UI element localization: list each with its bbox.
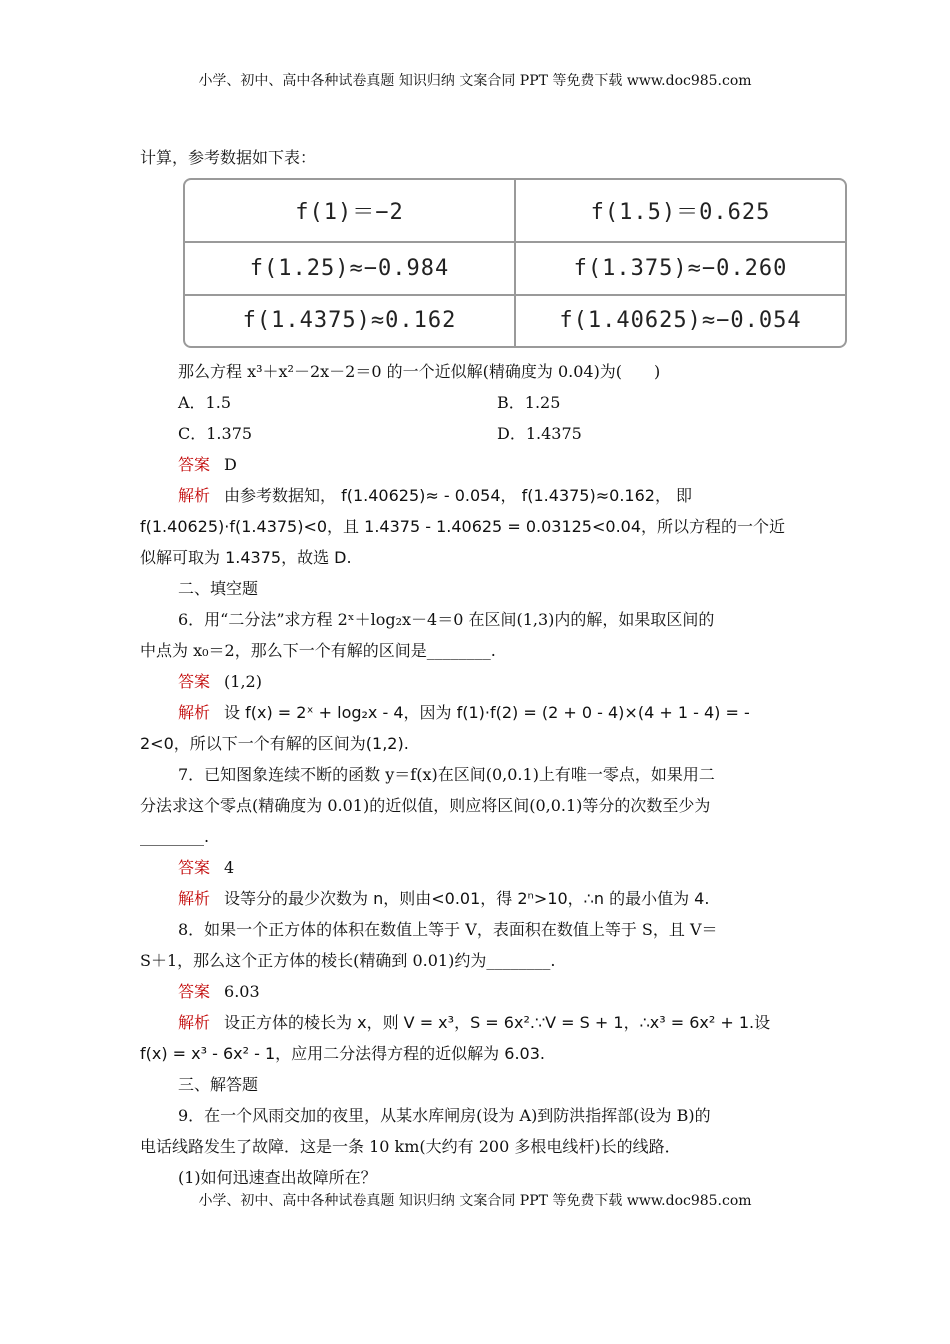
q6-answer	[140, 666, 816, 697]
q5-options-row-2	[140, 418, 816, 449]
analysis-label: 解析	[178, 1013, 211, 1032]
page-header: 小学、初中、高中各种试卷真题 知识归纳 文案合同 PPT 等免费下载 www.doc985.com	[198, 73, 752, 89]
section-heading: 三、解答题	[178, 1075, 259, 1094]
section-heading: 二、填空题	[178, 579, 259, 598]
table-row	[185, 295, 845, 346]
q5-stem: 那么方程 x³＋x²－2x－2＝0 的一个近似解(精确度为 0.04)为( )	[178, 362, 661, 381]
answer-label: 答案	[178, 672, 211, 691]
analysis-label: 解析	[178, 889, 211, 908]
table-cell: f(1)＝−2	[185, 180, 515, 242]
reference-data-table	[183, 178, 847, 348]
q6-analysis-line	[140, 697, 816, 728]
table-cell: f(1.375)≈−0.260	[515, 242, 845, 295]
q8-analysis-line	[140, 1007, 816, 1038]
q5-analysis-line: f(1.40625)·f(1.4375)<0，且 1.4375 - 1.40625 = 0.03125<0.04，所以方程的一个近	[140, 517, 786, 536]
analysis-text: 设等分的最少次数为 n，则由<0.01，得 2ⁿ>10，∴n 的最小值为 4.	[224, 889, 710, 908]
q5-analysis-line	[140, 480, 816, 511]
table-row	[185, 180, 845, 242]
analysis-text: 由参考数据知， f(1.40625)≈ - 0.054， f(1.4375)≈0.162， 即	[224, 486, 693, 505]
table-row	[185, 242, 845, 295]
option-c: C．1.375	[178, 424, 253, 443]
answer-label: 答案	[178, 858, 211, 877]
option-a: A．1.5	[178, 393, 232, 412]
q8-analysis-line: f(x) = x³ - 6x² - 1，应用二分法得方程的近似解为 6.03.	[140, 1044, 545, 1063]
answer-label: 答案	[178, 455, 211, 474]
option-b: B．1.25	[497, 393, 561, 412]
table-cell: f(1.25)≈−0.984	[185, 242, 515, 295]
q6-stem-line: 6．用“二分法”求方程 2ˣ＋log₂x－4＝0 在区间(1,3)内的解，如果取区间的	[178, 610, 715, 629]
q8-stem-line: 8．如果一个正方体的体积在数值上等于 V，表面积在数值上等于 S，且 V＝	[178, 920, 718, 939]
q6-stem-line: 中点为 x₀＝2，那么下一个有解的区间是________.	[140, 641, 496, 660]
q7-stem-line: 7．已知图象连续不断的函数 y＝f(x)在区间(0,0.1)上有唯一零点，如果用二	[178, 765, 715, 784]
analysis-label: 解析	[178, 486, 211, 505]
analysis-text: 设正方体的棱长为 x，则 V = x³，S = 6x².∵V = S + 1，∴x³ = 6x² + 1.设	[224, 1013, 771, 1032]
q5-answer	[140, 449, 816, 480]
document-body	[140, 142, 816, 173]
q6-analysis-line: 2<0，所以下一个有解的区间为(1,2).	[140, 734, 409, 753]
answer-label: 答案	[178, 982, 211, 1001]
questions	[140, 356, 816, 1193]
answer-value: D	[224, 455, 237, 474]
table-cell: f(1.5)＝0.625	[515, 180, 845, 242]
q9-stem-line: (1)如何迅速查出故障所在？	[178, 1168, 377, 1187]
q7-analysis-line	[140, 883, 816, 914]
page-footer: 小学、初中、高中各种试卷真题 知识归纳 文案合同 PPT 等免费下载 www.doc985.com	[198, 1193, 752, 1209]
option-d: D．1.4375	[497, 424, 582, 443]
table-cell: f(1.40625)≈−0.054	[559, 308, 802, 334]
q5-analysis-line: 似解可取为 1.4375，故选 D.	[140, 548, 352, 567]
q7-stem-line: 分法求这个零点(精确度为 0.01)的近似值，则应将区间(0,0.1)等分的次数至少为	[140, 796, 711, 815]
analysis-text: 设 f(x) = 2ˣ + log₂x - 4，因为 f(1)·f(2) = (2 + 0 - 4)×(4 + 1 - 4) = -	[224, 703, 750, 722]
q8-answer	[140, 976, 816, 1007]
q7-stem-line: ________.	[140, 827, 210, 846]
answer-value: (1,2)	[224, 672, 262, 691]
analysis-label: 解析	[178, 703, 211, 722]
q9-stem-line: 电话线路发生了故障．这是一条 10 km(大约有 200 多根电线杆)长的线路．	[140, 1137, 681, 1156]
q9-stem-line: 9．在一个风雨交加的夜里，从某水库闸房(设为 A)到防洪指挥部(设为 B)的	[178, 1106, 711, 1125]
intro-text: 计算，参考数据如下表：	[140, 148, 317, 167]
answer-value: 4	[224, 858, 235, 877]
q5-options-row-1	[140, 387, 816, 418]
answer-value: 6.03	[224, 982, 260, 1001]
table-cell: f(1.4375)≈0.162	[185, 295, 515, 346]
q8-stem-line: S＋1，那么这个正方体的棱长(精确到 0.01)约为________.	[140, 951, 556, 970]
q7-answer	[140, 852, 816, 883]
